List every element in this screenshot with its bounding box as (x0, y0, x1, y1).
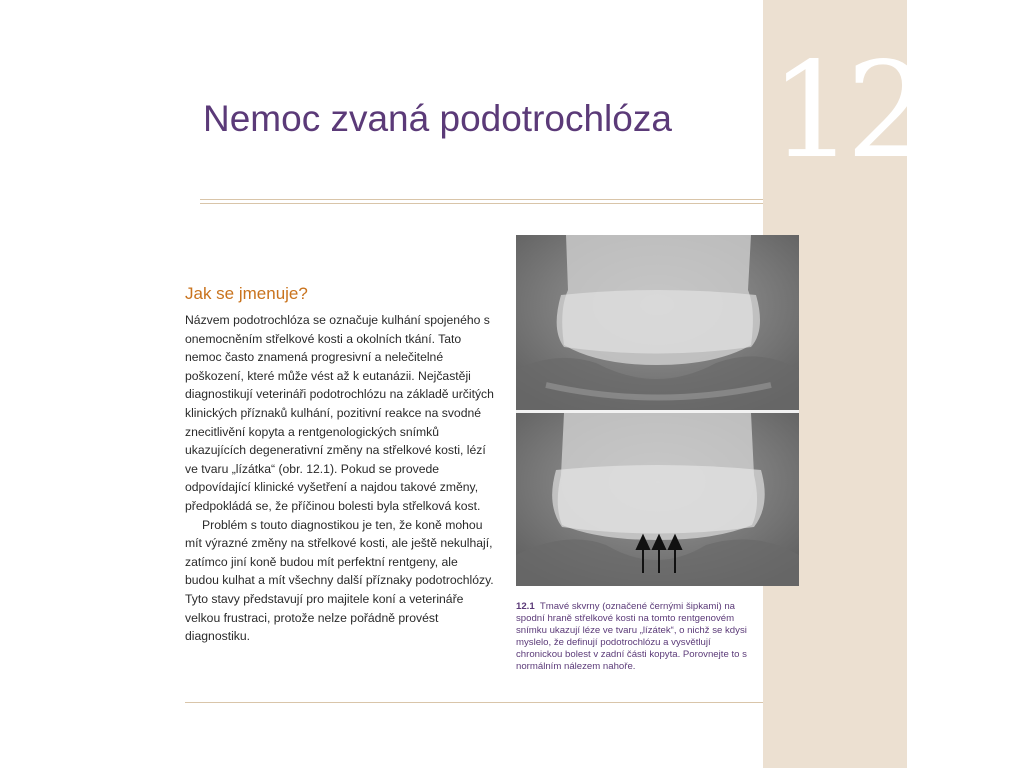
chapter-title: Nemoc zvaná podotrochlóza (203, 98, 672, 139)
body-paragraph: Problém s touto diagnostikou je ten, že koně mohou mít výrazné změny na střelkové kosti, ale ještě nekulhají, zatímco jiní koně budou mít perfektní rentgeny, ale budou kulhat a mít všechny další příznaky podotrochlózy. Tyto stavy představují pro majitele koní a veterináře velkou frustraci, protože nelze pořádně provést diagnostiku. (185, 517, 494, 644)
figure-caption-text: Tmavé skvrny (označené černými šipkami) na spodní hraně střelkové kosti na tomto rentgenovém snímku ukazují léze ve tvaru „lízátek“, o nichž se kdysi myslelo, že definují podotrochlózu a vysvětlují chronickou bolest v zadní části kopyta. Porovnejte to s normálním nálezem nahoře. (516, 601, 747, 672)
chapter-number: 12 (770, 34, 922, 188)
x-ray-hoof-image (516, 235, 799, 586)
section-heading: Jak se jmenuje? (185, 284, 308, 303)
figure-number: 12.1 (516, 601, 535, 612)
body-text (185, 311, 495, 646)
title-divider-bottom (200, 203, 763, 204)
title-divider-top (200, 199, 763, 200)
figure-caption (516, 601, 748, 673)
body-paragraph: Názvem podotrochlóza se označuje kulhání spojeného s onemocněním střelkové kosti a okolních tkání. Tato nemoc často znamená progresivní a nelečitelné poškození, které může vést až k eutanázii. Nejčastěji diagnostikují veterináři podotrochlózu na základě určitých klinických příznaků kulhání, pozitivní reakce na svodné znecitlivění kopyta a rentgenologických snímků ukazujících degenerativní změny na střelkové kosti, lézí ve tvaru „lízátka“ (obr. 12.1). Pokud se provede odpovídající klinické vyšetření a najdou takové změny, předpokládá se, že příčinou bolesti byla střelková kost. (185, 313, 494, 513)
page-bottom-divider (185, 702, 763, 703)
